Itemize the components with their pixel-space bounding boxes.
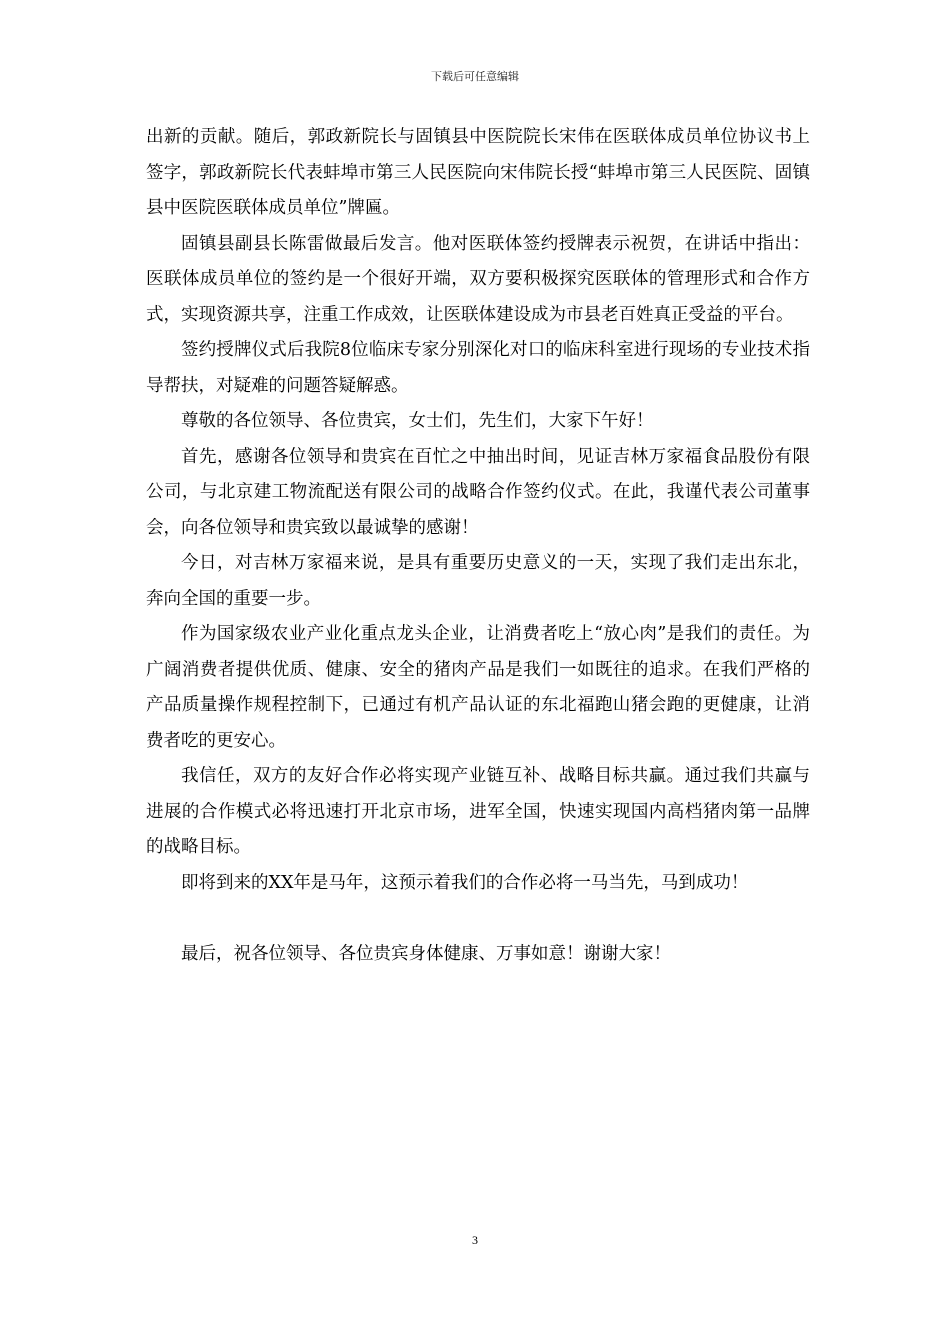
blank-line xyxy=(146,901,810,937)
document-body xyxy=(146,120,810,973)
paragraph-5: 首先，感谢各位领导和贵宾在百忙之中抽出时间，见证吉林万家福食品股份有限公司，与北京建工物流配送有限公司的战略合作签约仪式。在此，我谨代表公司董事会，向各位领导和贵宾致以最诚挚的感谢！ xyxy=(146,446,810,538)
paragraph-10: 最后，祝各位领导、各位贵宾身体健康、万事如意！谢谢大家！ xyxy=(181,944,671,964)
paragraph-9: 即将到来的XX年是马年，这预示着我们的合作必将一马当先，马到成功！ xyxy=(181,872,749,893)
paragraph-4: 尊敬的各位领导、各位贵宾，女士们，先生们，大家下午好！ xyxy=(181,411,654,431)
page-number: 3 xyxy=(472,1233,478,1247)
paragraph-1: 出新的贡献。随后，郭政新院长与固镇县中医院院长宋伟在医联体成员单位协议书上签字，郭政新院长代表蚌埠市第三人民医院向宋伟院长授“蚌埠市第三人民医院、固镇县中医院医联体成员单位”牌匾。 xyxy=(146,127,810,218)
paragraph-2: 固镇县副县长陈雷做最后发言。他对医联体签约授牌表示祝贺，在讲话中指出：医联体成员单位的签约是一个很好开端，双方要积极探究医联体的管理形式和合作方式，实现资源共享，注重工作成效，让医联体建设成为市县老百姓真正受益的平台。 xyxy=(146,233,810,325)
page-header: 下载后可任意编辑 xyxy=(431,70,519,83)
paragraph-8: 我信任，双方的友好合作必将实现产业链互补、战略目标共赢。通过我们共赢与进展的合作模式必将迅速打开北京市场，进军全国，快速实现国内高档猪肉第一品牌的战略目标。 xyxy=(146,766,810,857)
paragraph-7: 作为国家级农业产业化重点龙头企业，让消费者吃上“放心肉”是我们的责任。为广阔消费者提供优质、健康、安全的猪肉产品是我们一如既往的追求。在我们严格的产品质量操作规程控制下，已通过有机产品认证的东北福跑山猪会跑的更健康，让消费者吃的更安心。 xyxy=(146,624,810,751)
paragraph-3: 签约授牌仪式后我院8位临床专家分别深化对口的临床科室进行现场的专业技术指导帮扶，对疑难的问题答疑解惑。 xyxy=(146,340,810,396)
paragraph-6: 今日，对吉林万家福来说，是具有重要历史意义的一天，实现了我们走出东北，奔向全国的重要一步。 xyxy=(146,553,810,609)
